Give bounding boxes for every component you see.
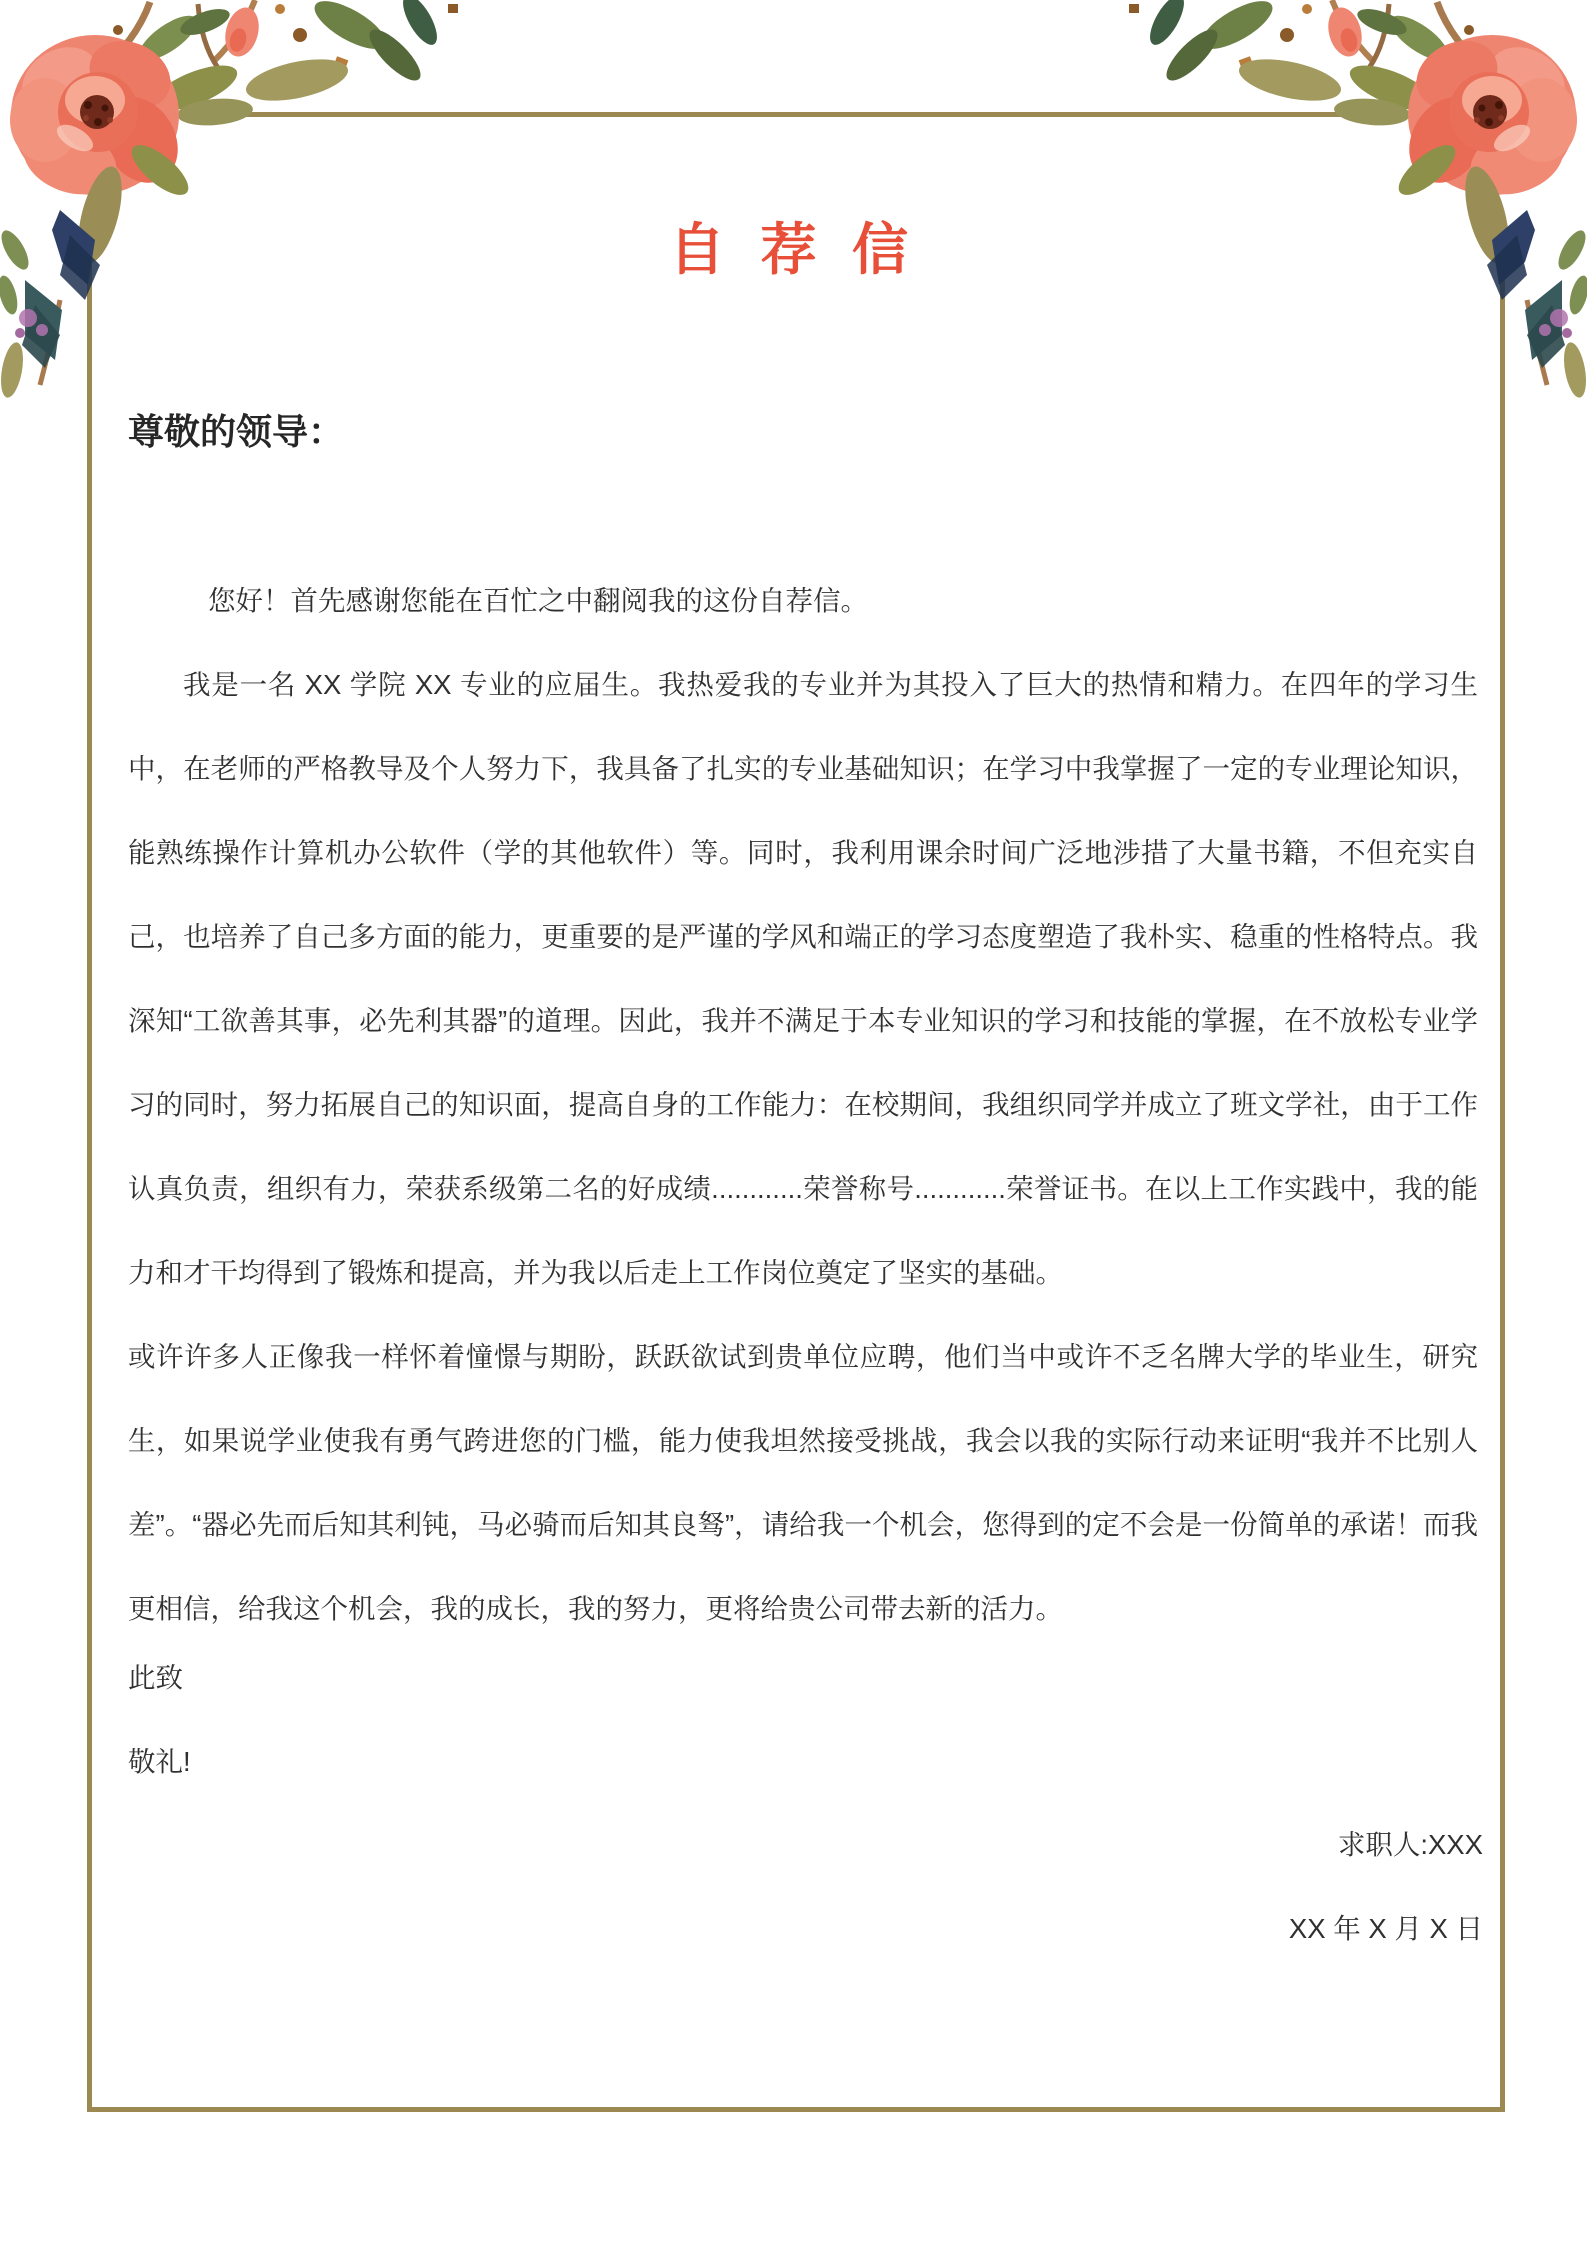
signature-applicant: 求职人:XXX	[1337, 1829, 1483, 1860]
salutation: 尊敬的领导：	[128, 411, 345, 452]
signature-block	[1289, 1803, 1483, 1971]
closing-block	[128, 1636, 191, 1804]
letter-title: 自 荐 信	[668, 218, 919, 281]
letter-body	[128, 559, 1478, 1651]
closing-jingli: 敬礼!	[128, 1746, 191, 1777]
closing-cizhi: 此致	[128, 1662, 183, 1693]
paragraph-introduction: 我是一名 XX 学院 XX 专业的应届生。我热爱我的专业并为其投入了巨大的热情和精力。在四年的学习生中，在老师的严格教导及个人努力下，我具备了扎实的专业基础知识；在学习中我掌握了一定的专业理论知识，能熟练操作计算机办公软件（学的其他软件）等。同时，我利用课余时间广泛地涉措了大量书籍，不但充实自己，也培养了自己多方面的能力，更重要的是严谨的学风和端正的学习态度塑造了我朴实、稳重的性格特点。我深知“工欲善其事，必先利其器”的道理。因此，我并不满足于本专业知识的学习和技能的掌握，在不放松专业学习的同时，努力拓展自己的知识面，提高自身的工作能力：在校期间，我组织同学并成立了班文学社，由于工作认真负责，组织有力，荣获系级第二名的好成绩............荣誉称号............荣誉证书。在以上工作实践中，我的能力和才干均得到了锻炼和提高，并为我以后走上工作岗位奠定了坚实的基础。	[128, 669, 1478, 1288]
signature-date: XX 年 X 月 X 日	[1288, 1913, 1483, 1944]
paragraph-appeal: 或许许多人正像我一样怀着憧憬与期盼，跃跃欲试到贵单位应聘，他们当中或许不乏名牌大学的毕业生，研究生，如果说学业使我有勇气跨进您的门槛，能力使我坦然接受挑战，我会以我的实际行动来证明“我并不比别人差”。“器必先而后知其利钝，马必骑而后知其良驽”，请给我一个机会，您得到的定不会是一份简单的承诺！而我更相信，给我这个机会，我的成长，我的努力，更将给贵公司带去新的活力。	[128, 1341, 1478, 1624]
paragraph-greeting: 您好！首先感谢您能在百忙之中翻阅我的这份自荐信。	[208, 585, 868, 616]
